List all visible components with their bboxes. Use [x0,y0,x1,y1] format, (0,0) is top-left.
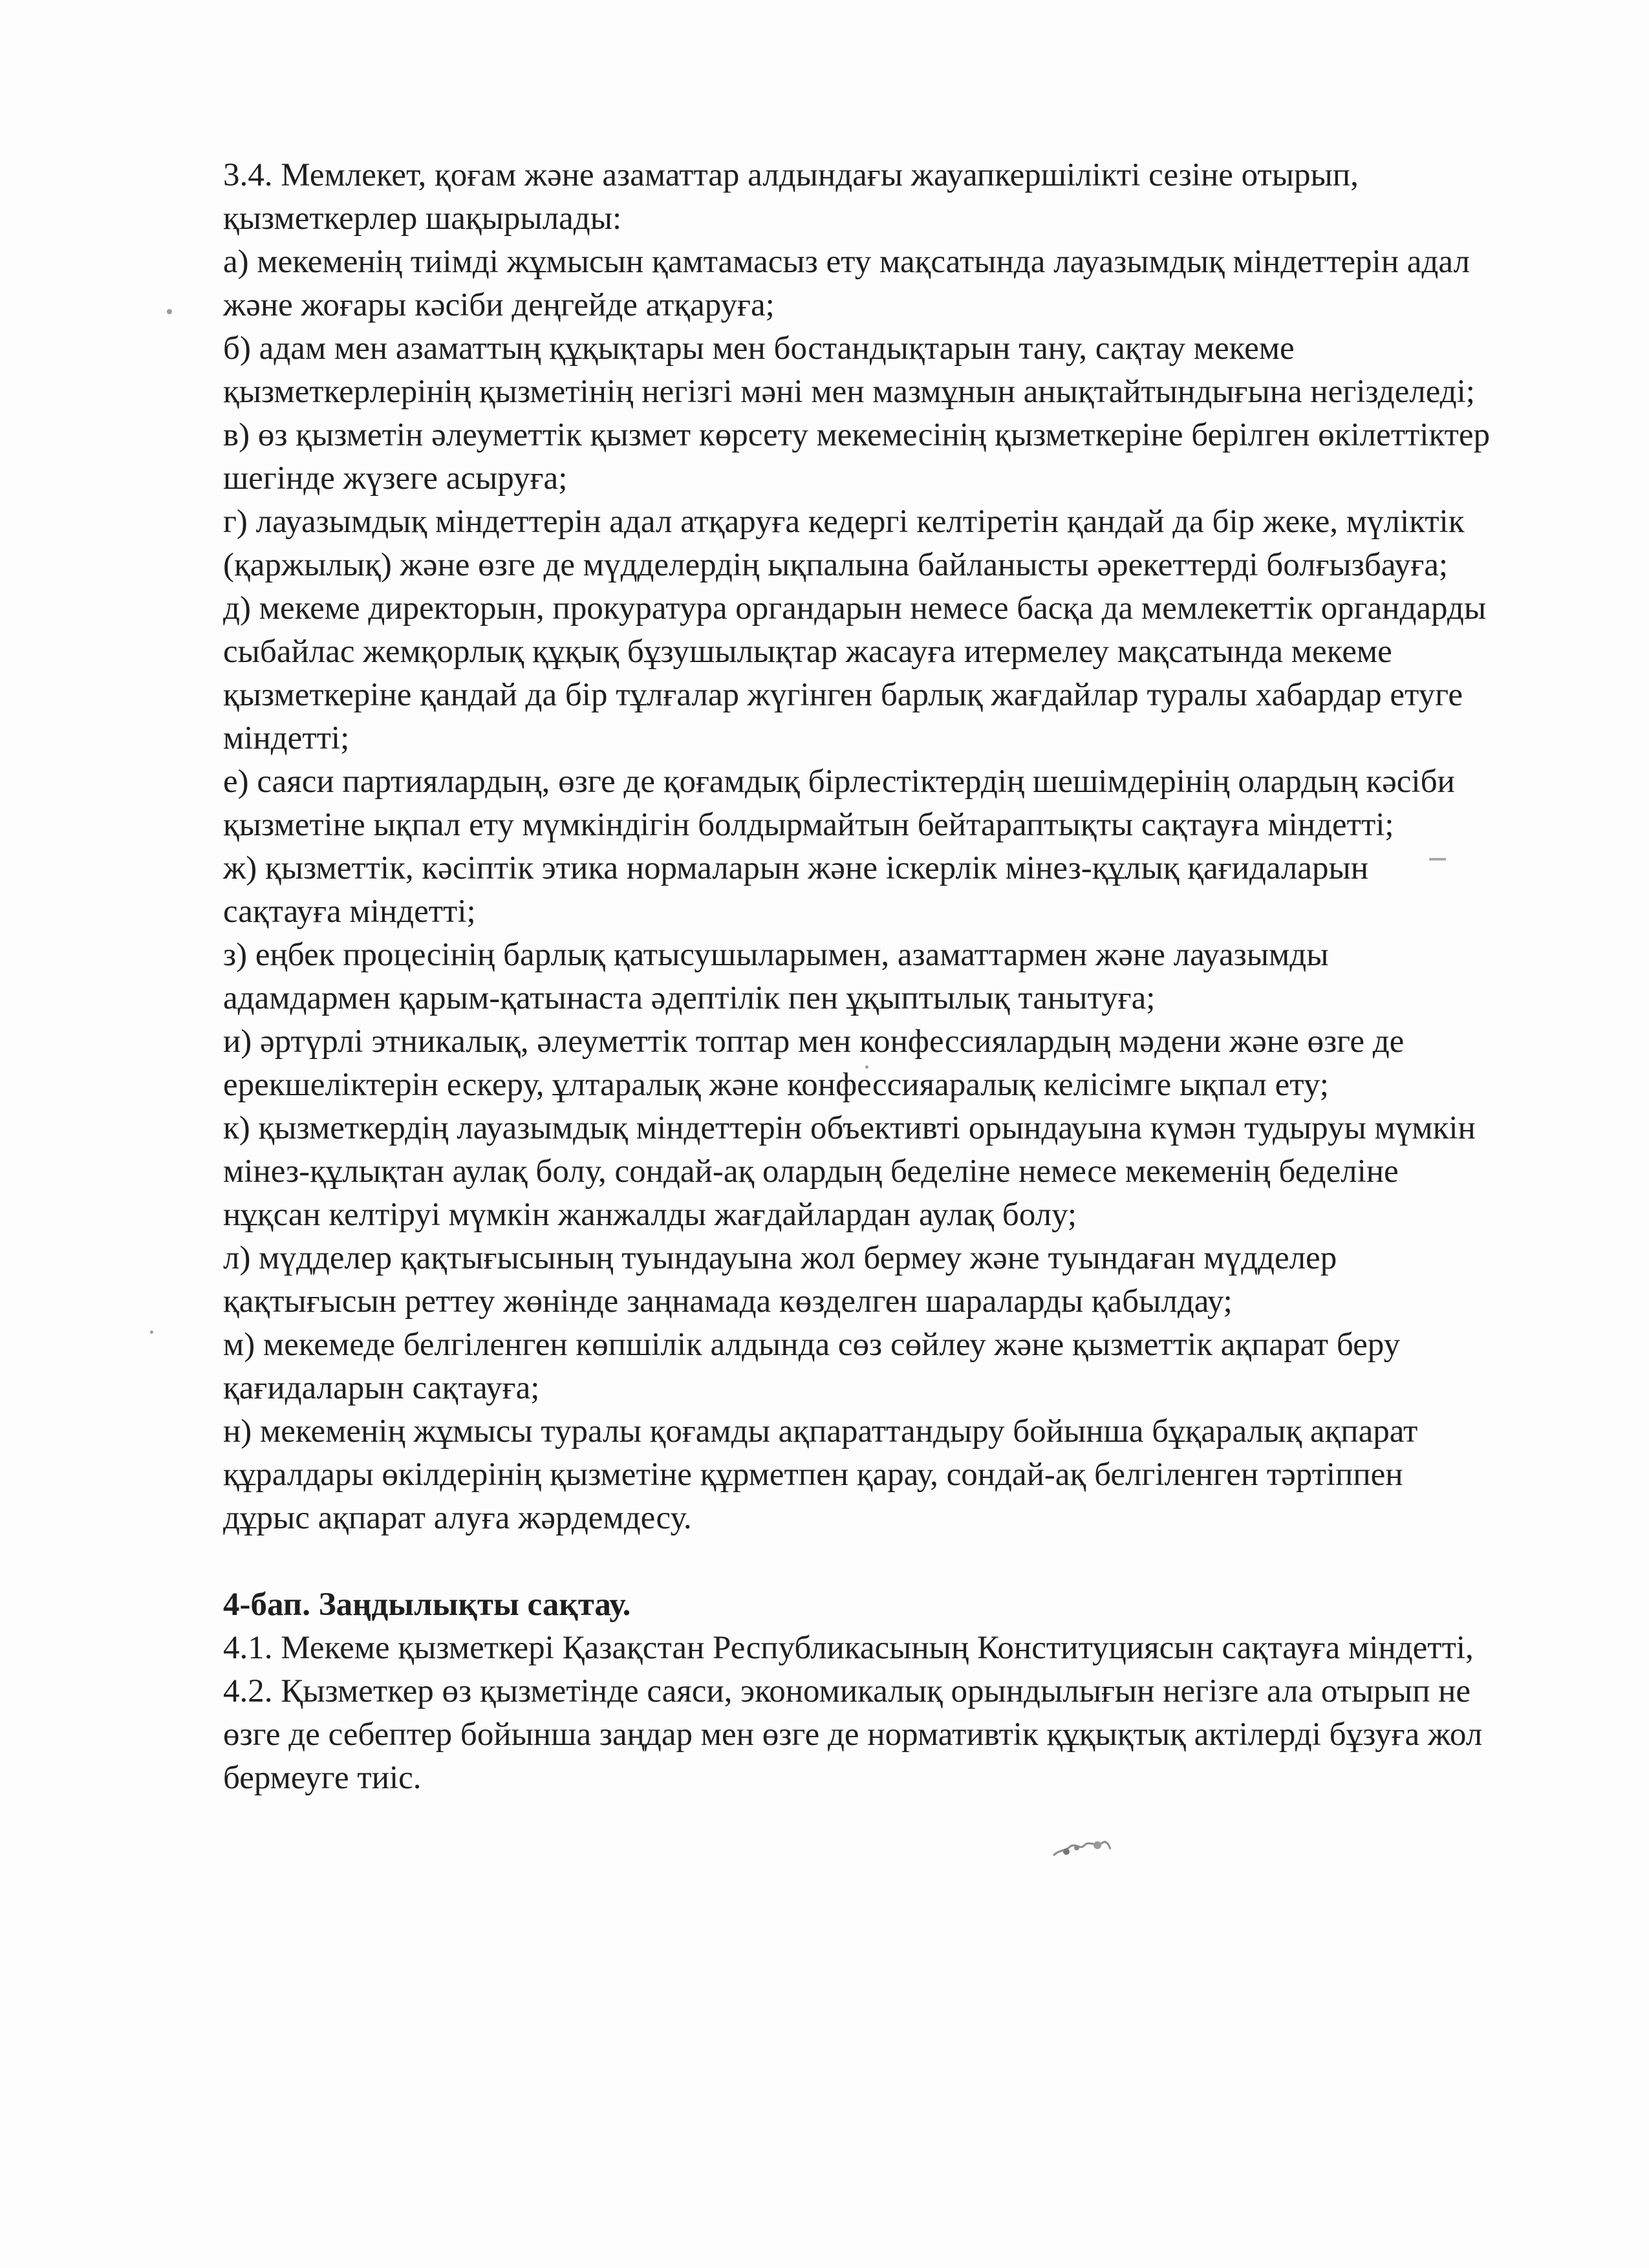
scan-smudge [1051,1835,1112,1861]
list-item-zh: ж) қызметтік, кәсіптік этика нормаларын және іскерлік мінез-құлық қағидаларын сақтауға міндетті; [223,850,1369,930]
list-item-n: н) мекеменің жұмысы туралы қоғамды ақпараттандыру бойынша бұқаралық ақпарат құралдары өкілдерінің қызметіне құрметпен қарау, сондай-ақ белгіленген тәртіппен дұрыс ақпарат алуға жәрдемдесу. [223,1413,1418,1536]
list-item-e: е) саяси партиялардың, өзге де қоғамдық бірлестіктердің шешімдерінің олардың кәсіби қызметіне ықпал ету мүмкіндігін болдырмайтын бейтараптықты сақтауға міндетті; [223,764,1455,843]
list-item-d: д) мекеме директорын, прокуратура органдарын немесе басқа да мемлекеттік органдарды сыбайлас жемқорлық құқық бұзушылықтар жасауға итермелеу мақсатында мекеме қызметкеріне қандай да бір тұлғалар жүгінген барлық жағдайлар туралы хабардар етуге міндетті; [223,590,1487,756]
list-item-g: г) лауазымдық міндеттерін адал атқаруға кедергі келтіретін қандай да бір жеке, мүліктік (қаржылық) және өзге де мүдделердің ықпалына байланысты әрекеттерді болғызбауға; [223,504,1465,583]
list-item-l: л) мүдделер қақтығысының туындауына жол бермеу және туындаған мүдделер қақтығысын реттеу жөнінде заңнамада көзделген шараларды қабылдау; [223,1240,1337,1320]
list-item-i: и) әртүрлі этникалық, әлеуметтік топтар мен конфессиялардың мәдени және өзге де ерекшеліктерін ескеру, ұлтаралық және конфессияаралық келісімге ықпал ету; [223,1023,1405,1103]
list-item-a: а) мекеменің тиімді жұмысын қамтамасыз ету мақсатында лауазымдық міндеттерін адал және жоғары кәсіби деңгейде атқаруға; [223,244,1470,323]
paragraph-4-2: 4.2. Қызметкер өз қызметінде саяси, экономикалық орындылығын негізге ала отырып не өзге де себептер бойынша заңдар мен өзге де нормативтік құқықтық актілерді бұзуға жол бермеуге тиіс. [223,1673,1483,1796]
list-item-k: к) қызметкердің лауазымдық міндеттерін объективті орындауына күмән тудыруы мүмкін мінез-құлықтан аулақ болу, сондай-ақ олардың беделіне немесе мекеменің беделіне нұқсан келтіруі мүмкін жанжалды жағдайлардан аулақ болу; [223,1110,1476,1233]
paragraph-4-1: 4.1. Мекеме қызметкері Қазақстан Республикасының Конституциясын сақтауға міндетті, [223,1630,1474,1666]
document-body [223,154,1491,1800]
list-item-b: б) адам мен азаматтың құқықтары мен бостандықтарын тану, сақтау мекеме қызметкерлерінің қызметінің негізгі мәні мен мазмұнын анықтайтындығына негізделеді; [223,330,1475,410]
scan-speck [167,309,172,314]
scan-speck [150,1331,153,1334]
list-item-m: м) мекемеде белгіленген көпшілік алдында сөз сөйлеу және қызметтік ақпарат беру қағидаларын сақтауға; [223,1327,1401,1406]
list-item-v: в) өз қызметін әлеуметтік қызмет көрсету мекемесінің қызметкеріне берілген өкілеттіктер шегінде жүзеге асыруға; [223,417,1490,497]
list-item-z: з) еңбек процесінің барлық қатысушыларымен, азаматтармен және лауазымды адамдармен қарым-қатынаста әдептілік пен ұқыптылық танытуға; [223,937,1329,1016]
paragraph-3-4: 3.4. Мемлекет, қоғам және азаматтар алдындағы жауапкершілікті сезіне отырып, қызметкерлер шақырылады: [223,157,1359,237]
chapter-4-heading: 4-бап. Заңдылықты сақтау. [223,1587,631,1623]
